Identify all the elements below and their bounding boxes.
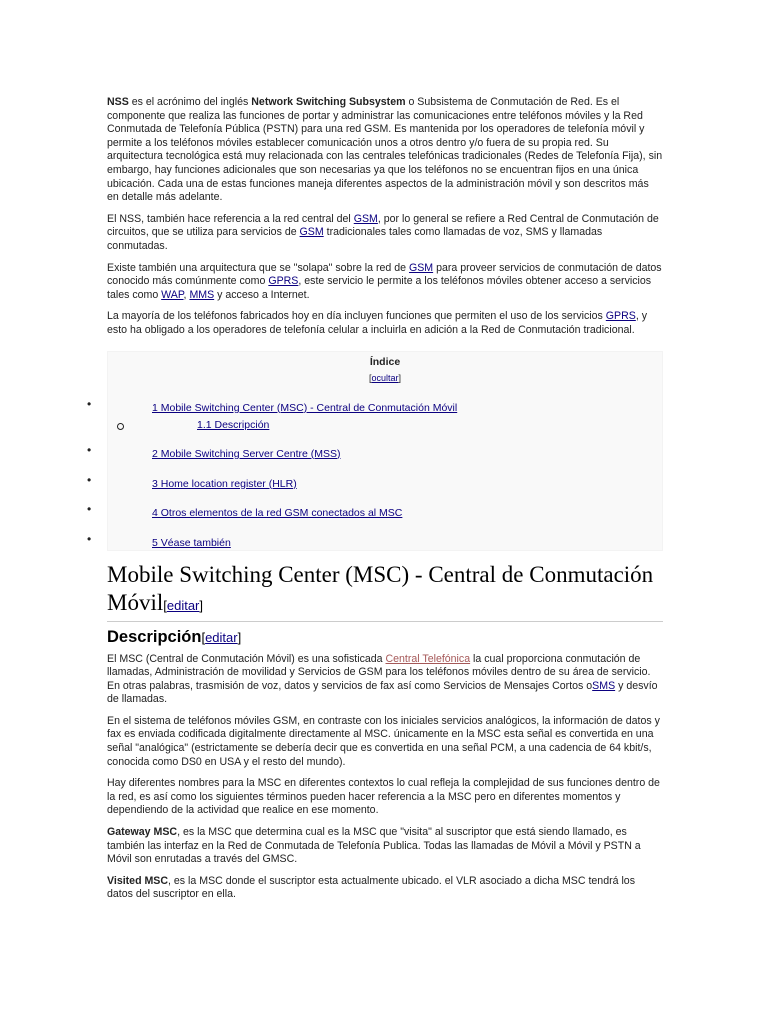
table-of-contents [87,351,663,551]
text: para proveer servicios de conmutación de datos conocido más comúnmente como [107,261,662,288]
term-network-switching-subsystem: Network Switching Subsystem [251,96,406,108]
bracket: [ [163,597,167,613]
sms-link[interactable]: SMS [592,679,616,692]
bracket: [ [201,629,206,645]
descripcion-paragraph-2: En el sistema de teléfonos móviles GSM, en contraste con los iniciales servicios analógicos, la información de datos y fax es enviada codificada digitalmente directamente al MSC. únicamente en la MSC esta señal es convertida en una señal "analógica" (estrictamente se debería decir que es convertida en una señal PCM, a una cadencia de 64 kbit/s, conocida como DS0 en USA y el resto del mundo). [107,714,660,768]
toc-bullet: • [87,396,92,411]
term-gateway-msc: Gateway MSC [107,826,178,839]
text: tradicionales tales como llamadas de voz, SMS y llamadas conmutadas. [107,226,603,252]
text: , y esto ha obligado a los operadores de telefonía celular a incluirla en adición a la Red de Conmutación tradicional. [107,310,648,336]
bracket: ] [199,597,204,613]
edit-section-link[interactable]: editar [166,597,200,613]
section-heading-msc [107,561,663,622]
text: , es la MSC donde el suscriptor esta actualmente ubicado. el VLR asociado a dicha MSC tendrá los datos del suscriptor en ella. [107,874,635,901]
visited-msc-paragraph [107,875,663,902]
text: , este servicio le permite a los teléfonos móviles obtener acceso a servicios tales como [107,275,652,301]
toc-bullet: • [87,501,92,516]
heading-text: Descripción [107,627,202,646]
text: y desvío de llamadas. [107,679,658,706]
edit-section-control [201,630,241,645]
toc-item-1-1[interactable]: 1.1 Descripción [197,418,270,431]
gprs-link[interactable]: GPRS [268,275,299,288]
gsm-link[interactable]: GSM [353,212,378,225]
mms-link[interactable]: MMS [189,288,215,301]
article-content [87,96,663,910]
intro-paragraph-3 [107,262,663,303]
toc-sub-bullet [117,423,124,430]
bracket: ] [237,629,242,645]
gsm-link[interactable]: GSM [299,226,324,239]
intro-paragraph-2 [107,213,663,254]
text: El MSC (Central de Conmutación Móvil) es una sofisticada [107,652,386,665]
intro-paragraph-1 [107,96,663,205]
text: es el acrónimo del inglés [128,96,252,108]
bracket: [ [368,372,372,383]
toc-item-2[interactable]: 2 Mobile Switching Server Centre (MSS) [152,447,341,460]
toc-item-5[interactable]: 5 Véase también [152,536,231,549]
term-visited-msc: Visited MSC [107,874,169,887]
text: Existe también una arquitectura que se "solapa" sobre la red de [107,261,409,274]
text: , [183,288,190,301]
toc-toggle [108,373,662,383]
toc-title: Índice [369,355,401,368]
toc-hide-link[interactable]: ocultar [371,372,399,383]
text: o Subsistema de Conmutación de Red. Es el componente que realiza las funciones de portar y administrar las comunicaciones entre teléfonos móviles y la Red Conmutada de Telefonía Pública (PSTN) para una red GSM. Es mantenida por los operadores de telefonía móvil y permite a los teléfonos móviles establecer comunicación unos a otros dentro y/o fuera de su propia red. Su arquitectura tecnológica está muy relacionada con las centrales telefónicas tradicionales (Redes de Telefonía Fija), sin embargo, hay funciones adicionales que son necesarias ya que los teléfonos no se encuentran fijos en una única ubicación. Cada una de estas funciones maneja diferentes aspectos de la administración móvil y son descritos más en detalle más adelante. [107,96,663,204]
toc-bullet: • [87,531,92,546]
bracket: ] [398,372,402,383]
central-telefonica-link[interactable]: Central Telefónica [385,652,471,665]
text: La mayoría de los teléfonos fabricados hoy en día incluyen funciones que permiten el uso de los servicios [107,310,606,323]
toc-item-3[interactable]: 3 Home location register (HLR) [152,477,297,490]
gsm-link[interactable]: GSM [408,261,434,274]
descripcion-paragraph-1 [107,653,663,707]
term-nss: NSS [107,96,129,108]
section-heading-descripcion [107,628,663,647]
text: , es la MSC que determina cual es la MSC que "visita" al suscriptor que está siendo llamado, es también las interfaz en la Red de Conmutada de Telefonía Publica. Todas las llamadas de Móvil a Móvil y PSTN a Móvil son enrutadas a través del GMSC. [107,826,641,866]
toc-item-1[interactable]: 1 Mobile Switching Center (MSC) - Central de Conmutación Móvil [152,401,458,414]
toc-bullet: • [87,442,92,457]
text: y acceso a Internet. [214,288,310,301]
descripcion-paragraph-3: Hay diferentes nombres para la MSC en diferentes contextos lo cual refleja la complejidad de sus funciones dentro de la red, es así como los siguientes términos pueden hacer referencia a la MSC pero en diferentes momentos y dependiendo de la actividad que realice en ese momento. [107,777,660,817]
text: , por lo general se refiere a Red Central de Conmutación de circuitos, que se utiliza para servicios de [107,212,659,239]
intro-paragraph-4 [107,310,663,337]
gprs-link[interactable]: GPRS [605,310,636,323]
toc-bullet: • [87,472,92,487]
text: la cual proporciona conmutación de llamadas, Administración de movilidad y Servicios de GSM para los teléfonos móviles dentro de su área de servicio. En otras palabras, trasmisión de voz, datos y servicios de fax así como Servicios de Mensajes Cortos o [107,652,651,692]
gateway-msc-paragraph [107,826,663,867]
text: El NSS, también hace referencia a la red central del [107,212,354,225]
edit-section-link[interactable]: editar [205,629,238,645]
wap-link[interactable]: WAP [161,288,184,301]
edit-section-control [163,598,203,613]
heading-text: Mobile Switching Center (MSC) - Central de Conmutación Móvil [107,561,654,615]
toc-item-4[interactable]: 4 Otros elementos de la red GSM conectados al MSC [152,506,403,519]
